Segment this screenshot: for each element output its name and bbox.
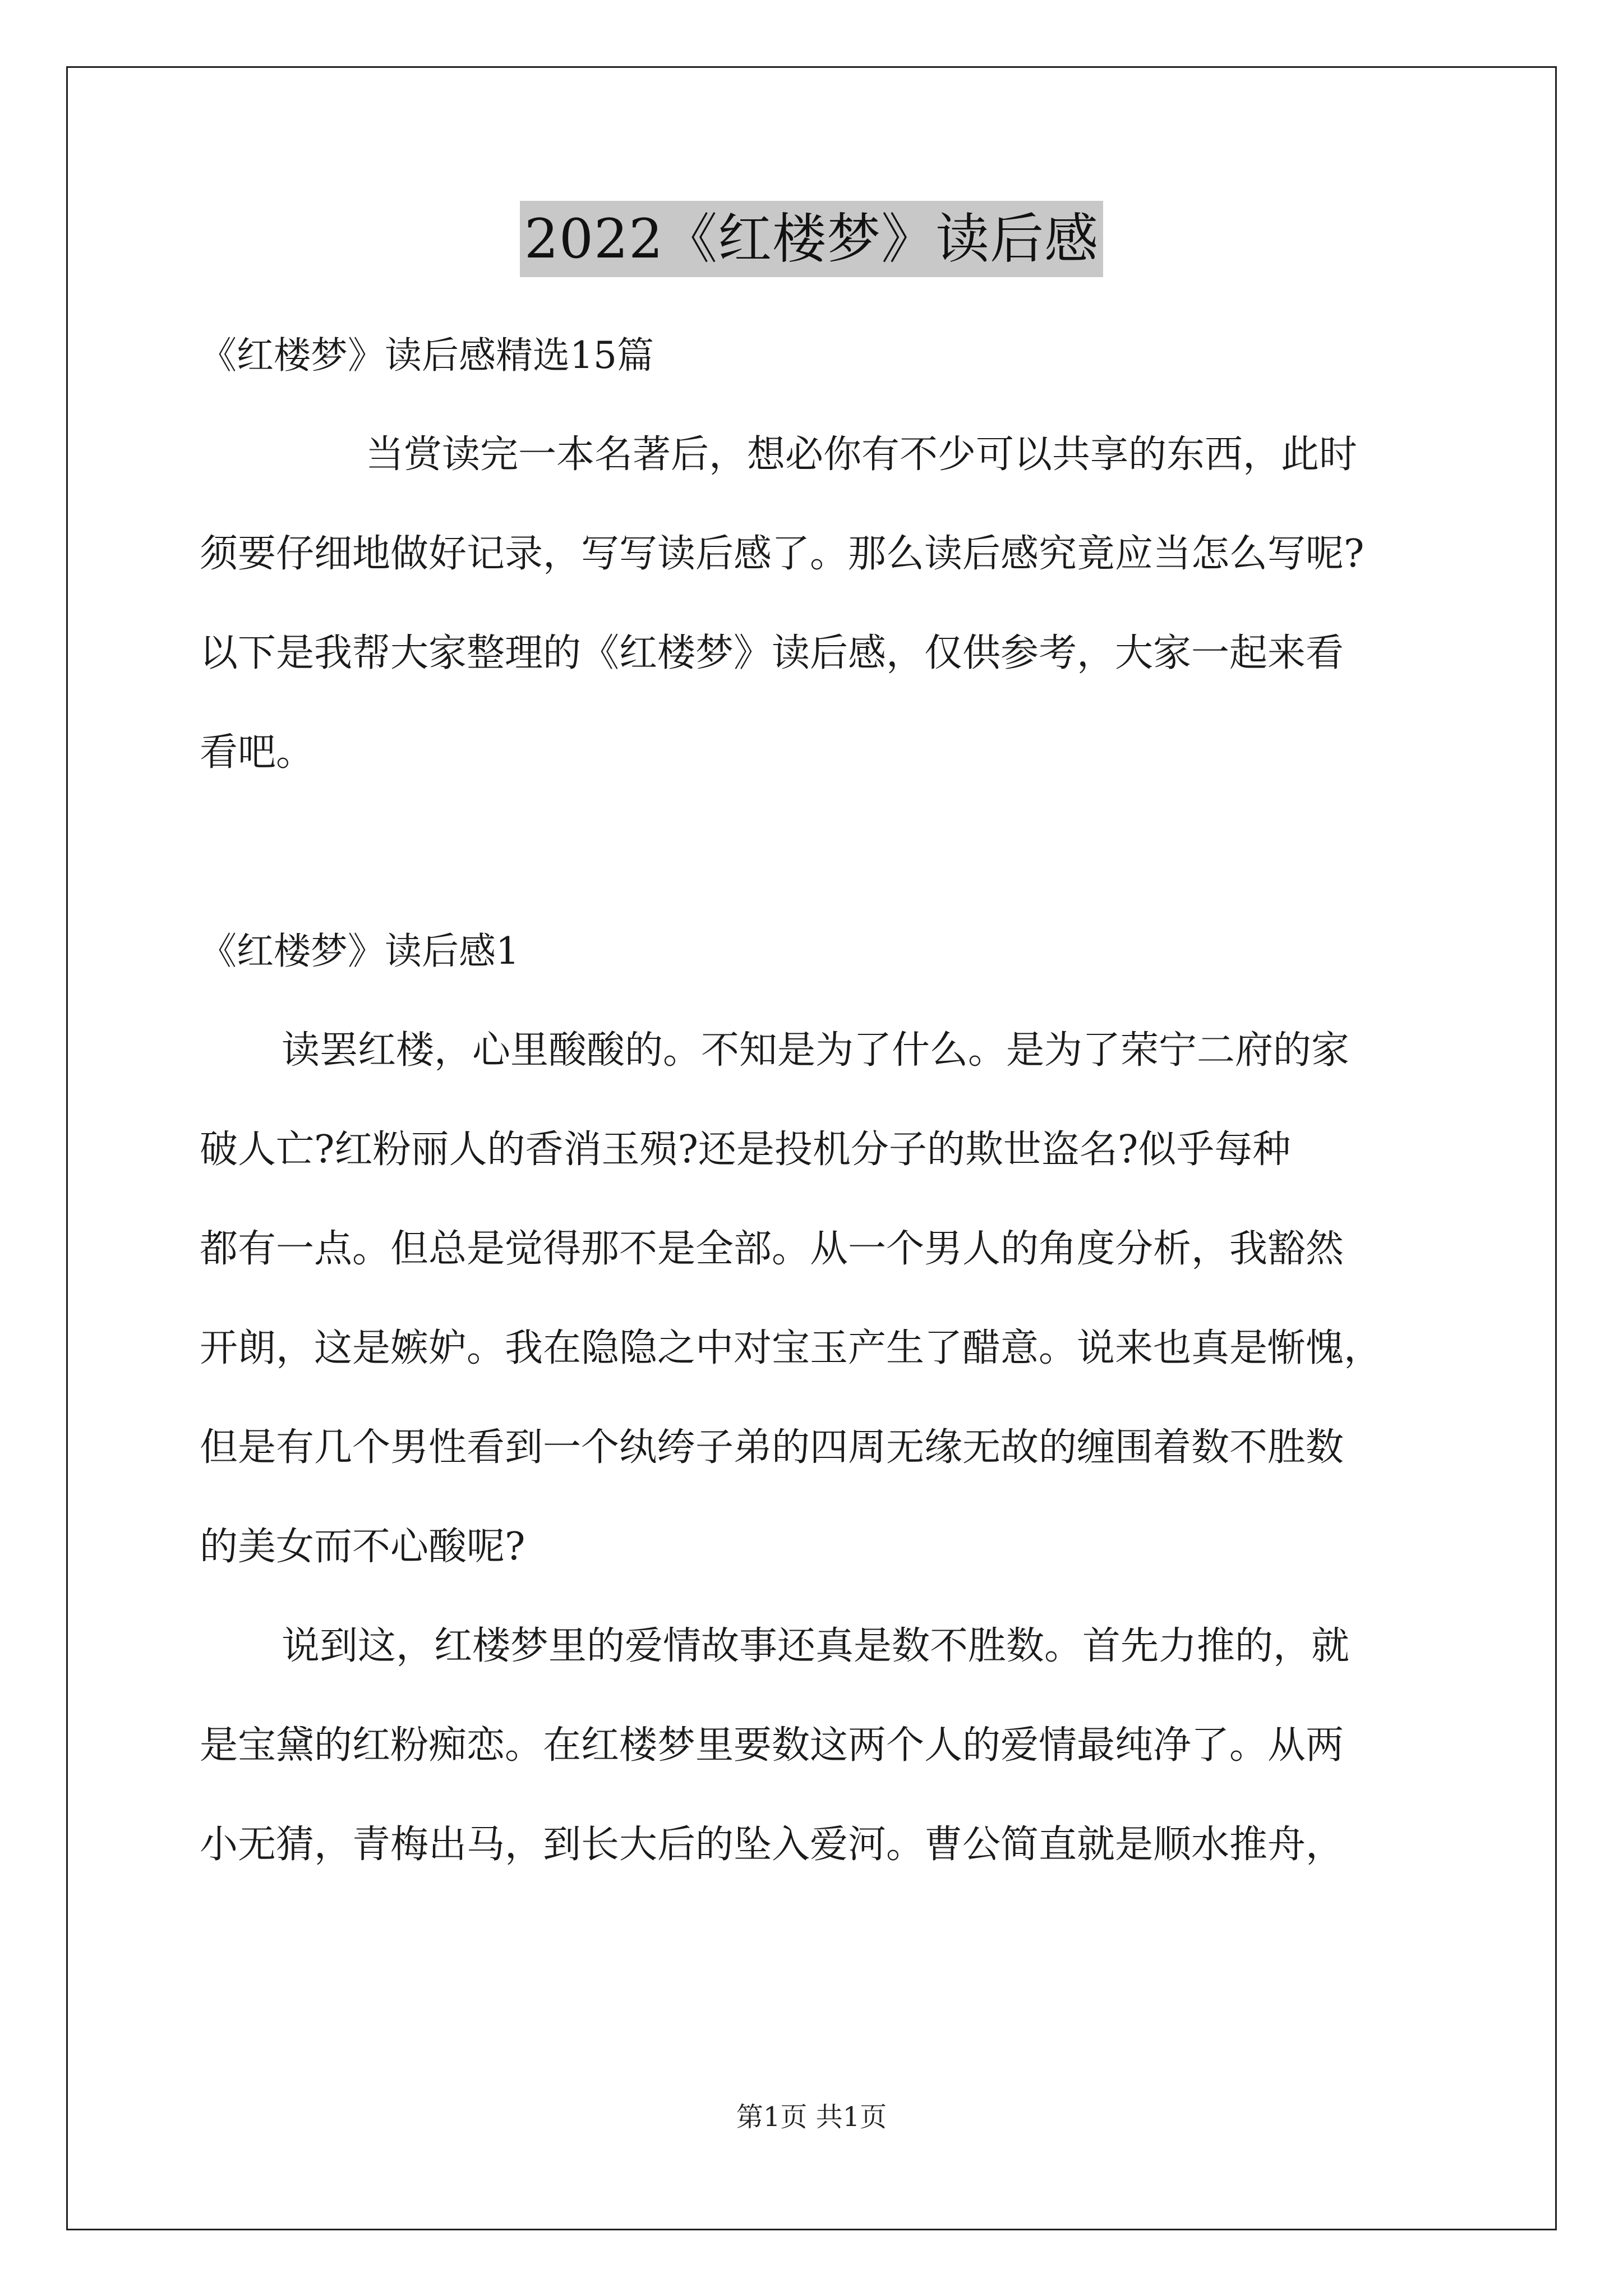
intro-line: 当赏读完一本名著后，想必你有不少可以共享的东西，此时 xyxy=(366,432,1358,477)
paragraph-line: 是宝黛的红粉痴恋。在红楼梦里要数这两个人的爱情最纯净了。从两 xyxy=(200,1723,1344,1768)
paragraph-line: 说到这，红楼梦里的爱情故事还真是数不胜数。首先力推的，就 xyxy=(282,1624,1350,1668)
document-subtitle: 《红楼梦》读后感精选15篇 xyxy=(200,334,654,377)
document-title: 2022《红楼梦》读后感 xyxy=(520,201,1103,277)
paragraph-line: 但是有几个男性看到一个纨绔子弟的四周无缘无故的缠围着数不胜数 xyxy=(200,1425,1344,1470)
intro-line: 看吧。 xyxy=(200,730,315,775)
paragraph-line: 的美女而不心酸呢? xyxy=(200,1525,525,1569)
intro-line: 以下是我帮大家整理的《红楼梦》读后感，仅供参考，大家一起来看 xyxy=(200,631,1344,675)
document-body xyxy=(200,306,1442,1894)
page-footer: 第1页 共1页 xyxy=(736,2101,887,2133)
paragraph-line: 小无猜，青梅出马，到长大后的坠入爱河。曹公简直就是顺水推舟， xyxy=(200,1823,1344,1867)
blank-line xyxy=(200,802,1442,901)
paragraph-line: 开朗，这是嫉妒。我在隐隐之中对宝玉产生了醋意。说来也真是惭愧， xyxy=(200,1326,1382,1370)
paragraph-line: 读罢红楼，心里酸酸的。不知是为了什么。是为了荣宁二府的家 xyxy=(282,1028,1350,1073)
section-heading: 《红楼梦》读后感1 xyxy=(200,930,519,973)
paragraph-line: 破人亡?红粉丽人的香消玉殒?还是投机分子的欺世盗名?似乎每种 xyxy=(200,1128,1291,1172)
paragraph-line: 都有一点。但总是觉得那不是全部。从一个男人的角度分析，我豁然 xyxy=(200,1227,1344,1271)
intro-line: 须要仔细地做好记录，写写读后感了。那么读后感究竟应当怎么写呢? xyxy=(200,532,1364,576)
title-container xyxy=(0,201,1623,277)
